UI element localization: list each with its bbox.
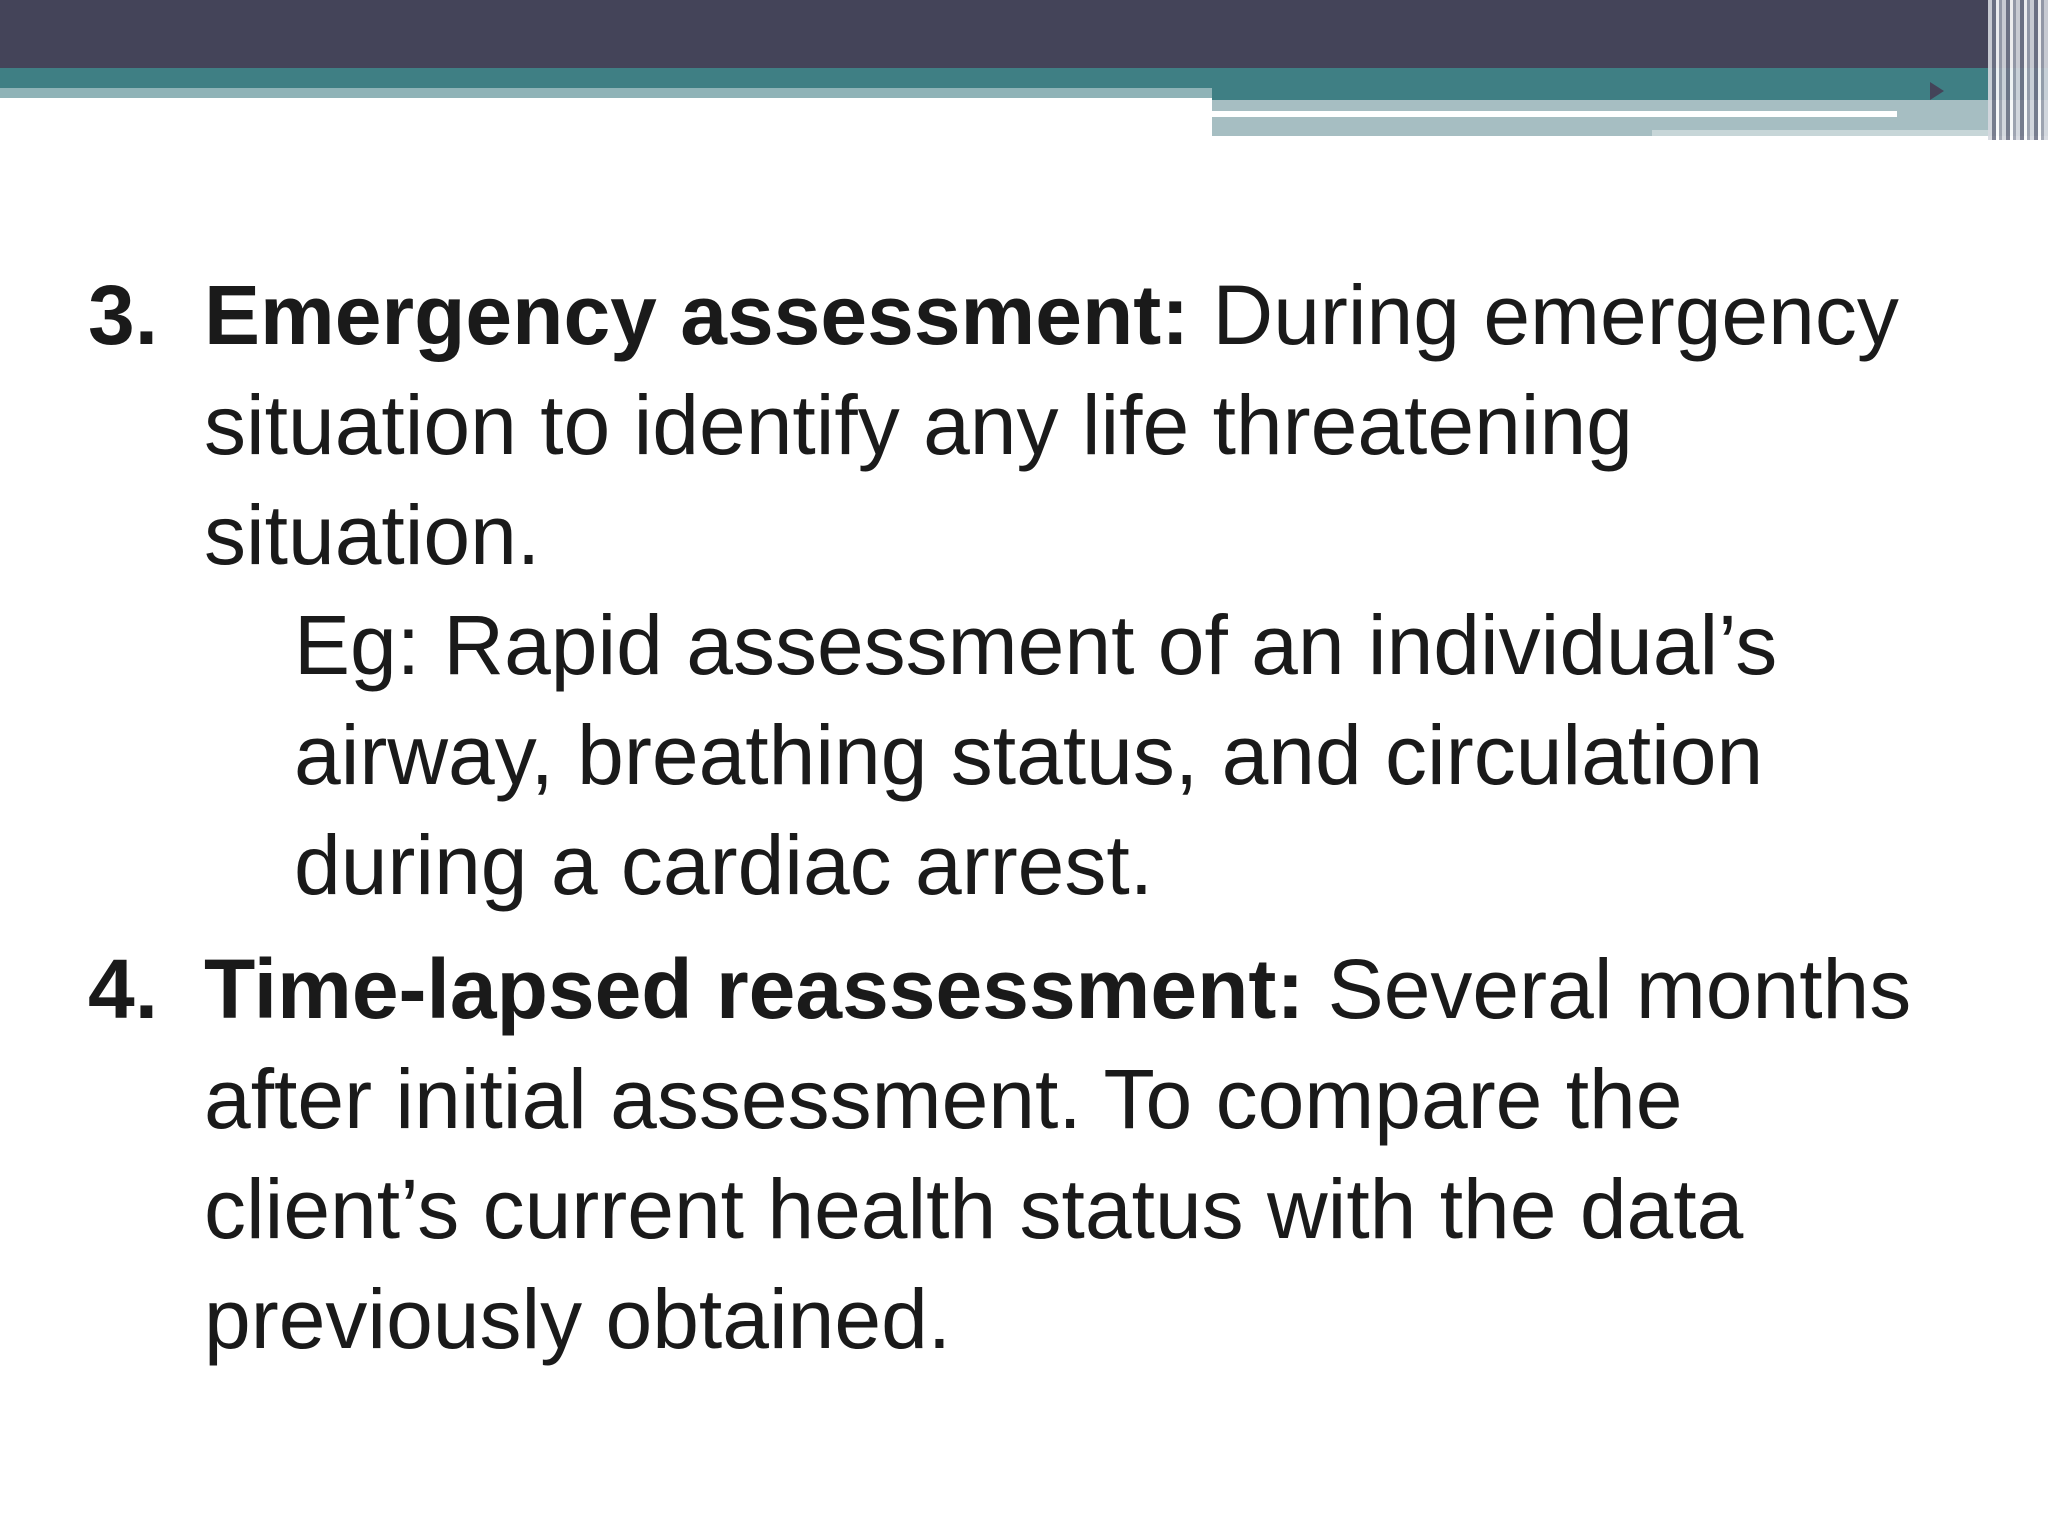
header-teal-step <box>1212 88 2048 100</box>
term-time-lapsed-reassessment: Time-lapsed reassessment: <box>204 942 1305 1036</box>
header-teal-light-band <box>0 88 1212 98</box>
slide-content <box>88 260 1968 1374</box>
list-item-emergency-assessment <box>88 260 1968 920</box>
decorative-edge-bars <box>1988 0 2048 140</box>
definition-text: Several months after initial assessment. To compare the client’s current health status with the data previously obtained. <box>204 942 1912 1366</box>
definition-text: During emergency situation to identify any life threatening situation. <box>204 268 1899 582</box>
list-item-body <box>204 934 1944 1374</box>
example-text: Eg: Rapid assessment of an individual’s airway, breathing status, and circulation during a cardiac arrest. <box>294 598 1778 912</box>
list-item-time-lapsed-reassessment <box>88 934 1968 1374</box>
list-item-body <box>204 260 1944 920</box>
list-number: 4. <box>88 942 159 1036</box>
header-dark-band <box>0 0 2048 68</box>
header-gray-strip-lower <box>1212 122 1652 136</box>
triangle-arrow-icon <box>1930 82 1944 100</box>
list-number: 3. <box>88 268 159 362</box>
header-white-line <box>1212 111 1897 117</box>
header-teal-band <box>0 68 2048 88</box>
term-emergency-assessment: Emergency assessment: <box>204 268 1190 362</box>
